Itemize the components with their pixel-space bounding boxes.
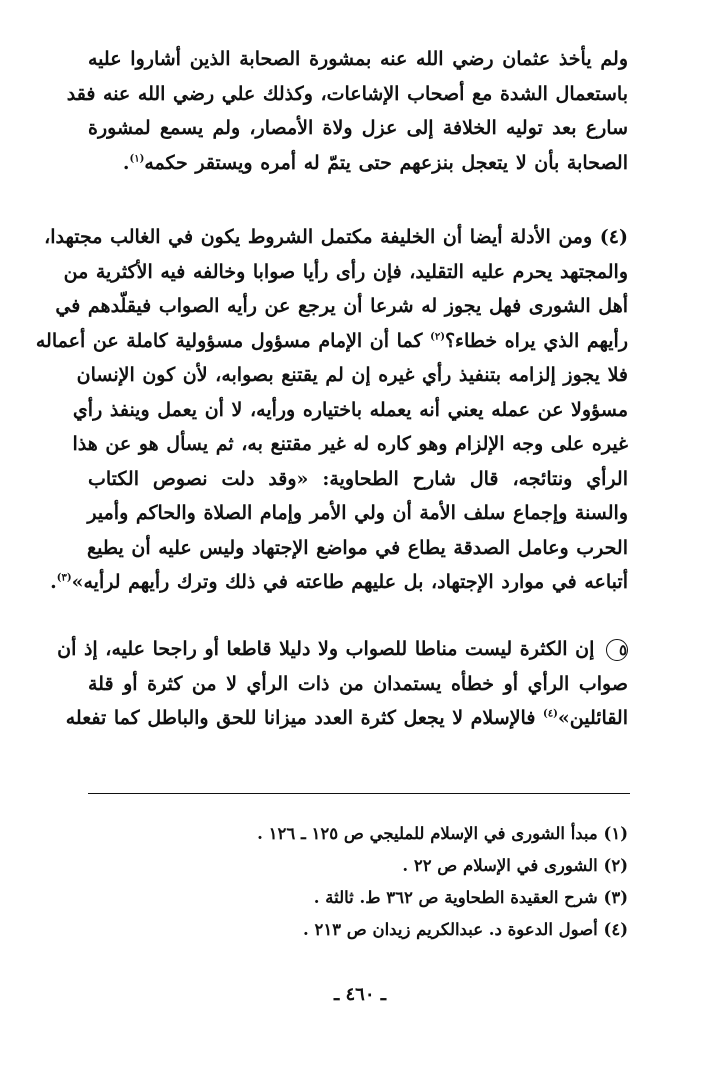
paragraph-2-line: الحرب وعامل الصدقة يطاع في مواضع الإجتهاد وليس عليه أن يطيع bbox=[87, 536, 628, 559]
footnote-separator bbox=[88, 793, 630, 794]
paragraph-2-line: أهل الشورى فهل يجوز له شرعا أن يرجع عن رأيه الصواب فيقلّدهم في bbox=[55, 295, 628, 317]
paragraph-1-line: باستعمال الشدة مع أصحاب الإشاعات، وكذلك علي رضي الله عنه فقد bbox=[66, 82, 628, 105]
paragraph-2-line: غيره على وجه الإلزام وهو كاره له غير مقتنع به، ثم يسأل هو عن هذا bbox=[72, 433, 628, 455]
paragraph-2-line bbox=[44, 220, 628, 255]
paragraph-3-line-text: القائلين» bbox=[557, 707, 628, 729]
paragraph-1 bbox=[66, 42, 628, 180]
paragraph-2-line bbox=[35, 324, 628, 359]
paragraph-2-line: فلا يجوز إلزامه بتنفيذ رأي غيره إن لم يقتنع بصوابه، لأن كون الإنسان bbox=[76, 364, 628, 386]
paragraph-2-line-text: كما أن الإمام مسؤول مسؤولية كاملة عن أعماله bbox=[35, 329, 423, 352]
paragraph-3-line-text: إن الكثرة ليست مناطا للصواب ولا دليلا قاطعا أو راجحا عليه، إذ أن bbox=[57, 638, 595, 660]
footnote-ref: (٤) bbox=[543, 708, 558, 720]
footnote-item: (٣) شرح العقيدة الطحاوية ص ٣٦٢ ط. ثالثة . bbox=[313, 888, 628, 907]
paragraph-1-line-text: الصحابة بأن لا يتعجل بنزعهم حتى يتمّ له أمره ويستقر حكمه bbox=[144, 151, 628, 174]
paragraph-3-line-text: فالإسلام لا يجعل كثرة العدد ميزانا للحق والباطل كما تفعله bbox=[65, 707, 536, 729]
paragraph-3 bbox=[57, 632, 628, 736]
paragraph-3-line: صواب الرأي أو خطأه يستمدان من ذات الرأي لا من كثرة أو قلة bbox=[88, 672, 628, 695]
circled-paragraph-number: ٥ bbox=[606, 639, 628, 661]
page-number: ـ ٤٦٠ ـ bbox=[333, 984, 387, 1005]
paragraph-1-line: سارع بعد توليه الخلافة إلى عزل ولاة الأمصار، ولم يسمع لمشورة bbox=[88, 117, 628, 139]
paragraph-2-line: والسنة وإجماع سلف الأمة أن ولي الأمر وإمام الصلاة والحاكم وأمير bbox=[87, 502, 628, 524]
paragraph-2-line: مسؤولا عن عمله يعني أنه يعمله باختياره ورأيه، لا أن يعمل وينفذ رأي bbox=[72, 398, 628, 421]
footnote-ref: (٢) bbox=[430, 331, 445, 343]
paragraph-2-line: والمجتهد يحرم عليه التقليد، فإن رأى رأيا صوابا وخالفه فيه الأكثرية من bbox=[63, 260, 628, 283]
footnote-item: (٤) أصول الدعوة د. عبدالكريم زيدان ص ٢١٣ . bbox=[302, 920, 628, 939]
footnote-ref: (٣) bbox=[56, 572, 72, 584]
paragraph-2-line: أتباعه في موارد الإجتهاد، بل عليهم طاعته في ذلك وترك رأيهم لرأيه»$^{(٣)}$. bbox=[50, 571, 628, 593]
paragraph-3-line bbox=[65, 701, 628, 736]
paragraph-2-line-text: ومن الأدلة أيضا أن الخليفة مكتمل الشروط يكون في الغالب مجتهدا، bbox=[44, 226, 593, 248]
paragraph-1-line: ولم يأخذ عثمان رضي الله عنه بمشورة الصحابة الذين أشاروا عليه bbox=[88, 48, 628, 70]
footnote-item: (٢) الشورى في الإسلام ص ٢٢ . bbox=[402, 856, 628, 875]
paragraph-3-line bbox=[57, 632, 628, 667]
paragraph-number: (٤) bbox=[599, 226, 628, 248]
paragraph-2-line-text: أتباعه في موارد الإجتهاد، بل عليهم طاعته في ذلك وترك رأيهم لرأيه» bbox=[71, 571, 628, 593]
paragraph-2-line: الرأي ونتائجه، قال شارح الطحاوية: «وقد دلت نصوص الكتاب bbox=[88, 467, 628, 490]
paragraph-1-line: الصحابة بأن لا يتعجل بنزعهم حتى يتمّ له أمره ويستقر حكمه$^{(١)}$. bbox=[122, 151, 628, 174]
footnotes bbox=[88, 818, 628, 946]
paragraph-2 bbox=[35, 220, 628, 600]
paragraph-2-line-text: رأيهم الذي يراه خطاء؟ bbox=[444, 329, 628, 352]
footnote-item: (١) مبدأ الشورى في الإسلام للمليجي ص ١٢٥ ـ ١٢٦ . bbox=[257, 824, 628, 843]
footnote-ref: (١) bbox=[129, 153, 145, 165]
